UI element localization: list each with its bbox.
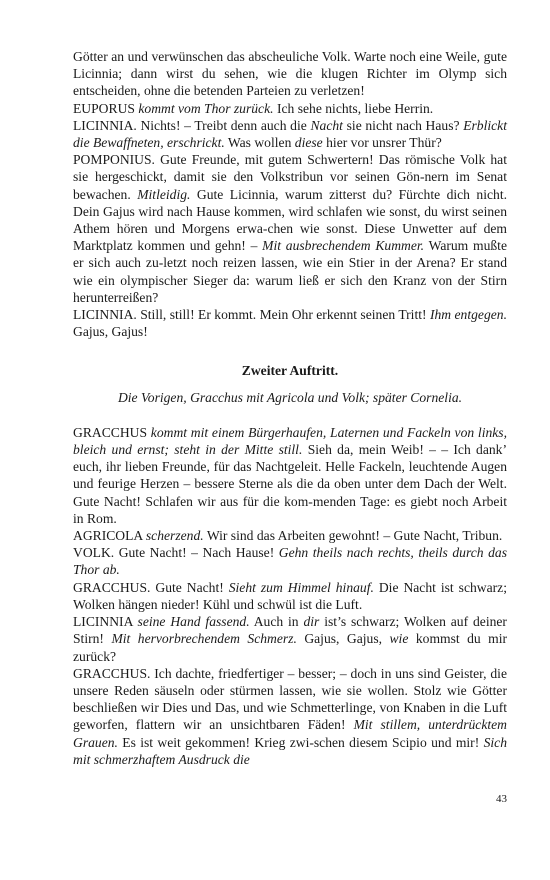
text-span: Die Nacht ist schwarz; Wolken hängen nieder! Kühl und schwül ist die Luft. xyxy=(73,579,507,612)
paragraph xyxy=(73,613,507,665)
emphasis: Nacht xyxy=(310,117,343,133)
text-span: VOLK. Gute Nacht! – Nach Hause! xyxy=(73,545,275,561)
text-span: sie nicht nach Haus? xyxy=(346,117,460,133)
stage-direction: Ihm entgegen. xyxy=(429,307,507,323)
text-span: LICINNIA. Nichts! – Treibt denn auch die xyxy=(73,117,307,133)
stage-direction: Erblickt die Bewaffneten, erschrickt. xyxy=(73,117,507,151)
text-span: Götter an und verwünschen das abscheuliche Volk. Warte noch eine Weile, gute Licinnia; dann wirst du sehen, wie die klugen Richter im Olymp sich entscheiden, ohne die betenden Parteien zu verletzen! xyxy=(73,49,507,99)
text-span: ist’s schwarz; Wolken auf deiner Stirn! xyxy=(73,614,507,647)
paragraph xyxy=(73,544,507,578)
paragraph xyxy=(73,306,507,340)
speaker-name: GRACCHUS xyxy=(73,424,148,440)
text-span: Sieh da, mein Weib! – – Ich dank’ euch, ihr lieben Freunde, für das Nachtgeleit. Helle Fackeln, leuchtende Augen und feurige Herzen – bessere Sterne als die da oben unter dem Dach der Welt. Gute Nacht! Schlafen wir aus für die kom-menden Tage: es giebt noch Arbeit in Rom. xyxy=(73,442,508,526)
text-span: Wir sind das Arbeiten gewohnt! – Gute Nacht, Tribun. xyxy=(206,528,503,544)
text-span: kommst du mir zurück? xyxy=(73,631,508,664)
stage-direction: Mit hervorbrechendem Schmerz. xyxy=(111,631,297,647)
emphasis: dir xyxy=(303,614,320,630)
text-span: LICINNIA. Still, still! Er kommt. Mein Ohr erkennt seinen Tritt! xyxy=(73,307,427,323)
text-span: Was wollen xyxy=(227,135,292,151)
text-span: Auch in xyxy=(253,614,299,630)
paragraph xyxy=(73,579,507,613)
stage-direction: Mit stillem, unterdrücktem Grauen. xyxy=(73,717,507,750)
paragraph xyxy=(73,424,507,527)
cast-line: Die Vorigen, Gracchus mit Agricola und Volk; später Cornelia. xyxy=(117,389,463,405)
paragraph xyxy=(73,665,507,768)
stage-direction: kommt mit einem Bürgerhaufen, Laternen und Fackeln von links, bleich und ernst; steht in der Mitte still. xyxy=(73,424,507,458)
speaker-name: LICINNIA xyxy=(73,614,133,630)
stage-direction: seine Hand fassend. xyxy=(137,614,250,630)
paragraph xyxy=(73,48,507,100)
text-span: POMPONIUS. Gute Freunde, mit gutem Schwertern! Das römische Volk hat sie hergeschickt, damit sie den Volkstribun vor seinen Gön-nern im Senat bewachen. xyxy=(73,152,507,202)
paragraph xyxy=(73,100,507,117)
text-span: Gajus, Gajus! xyxy=(73,324,148,340)
text-span: Ich sehe nichts, liebe Herrin. xyxy=(276,100,434,116)
stage-direction: scherzend. xyxy=(145,528,204,544)
text-span: Gajus, Gajus, xyxy=(304,631,383,647)
speaker-name: EUPORUS xyxy=(73,100,135,116)
stage-direction: Gehn theils nach rechts, theils durch das Thor ab. xyxy=(73,545,507,578)
text-span: Es ist weit gekommen! Krieg zwi-schen diesem Scipio und mir! xyxy=(122,734,480,750)
text-span: hier vor unsrer Thür? xyxy=(326,135,442,151)
emphasis: diese xyxy=(294,135,323,151)
document-page xyxy=(73,48,507,768)
stage-direction: Sieht zum Himmel hinauf. xyxy=(228,579,374,595)
stage-direction: Mit ausbrechendem Kummer. xyxy=(262,238,425,254)
emphasis: wie xyxy=(389,631,409,647)
text-span: GRACCHUS. Ich dachte, friedfertiger – besser; – doch in uns sind Geister, die unsere Reden säuseln oder stürmen lassen, wie sie wollen. Stolz wie Götter beschließen wir Dies und Das, und wie Schmetterlinge, von Knaben in die Luft geworfen, flattern wir an unsichtbaren Fäden! xyxy=(73,665,507,733)
paragraph xyxy=(73,151,507,306)
text-span: Warum mußte er sich auch zu-letzt noch reizen lassen, wie ein Stier in der Arena? Er stand wie ein olympischer Sieger da: warum ließ er sich den Kranz von der Stirn herunterreißen? xyxy=(73,238,507,305)
speaker-name: AGRICOLA xyxy=(73,528,143,544)
stage-direction: Mitleidig. xyxy=(137,186,191,202)
paragraph xyxy=(73,117,507,151)
scene-heading: Zweiter Auftritt. xyxy=(241,363,339,379)
paragraph xyxy=(73,527,507,544)
stage-direction: kommt vom Thor zurück. xyxy=(138,100,274,116)
text-span: GRACCHUS. Gute Nacht! xyxy=(73,579,224,595)
page-number: 43 xyxy=(496,793,507,805)
stage-direction: Sich mit schmerzhaftem Ausdruck die xyxy=(73,734,507,767)
text-span: Gute Licinnia, warum zitterst du? Fürchte dich nicht. Dein Gajus wird nach Hause kommen, wird schlafen wie sonst, du wirst seinen Athem hören und Morgens erwa-chen wie sonst. Diese Unwetter auf dem Marktplatz kommen und gehn! – xyxy=(73,186,507,254)
